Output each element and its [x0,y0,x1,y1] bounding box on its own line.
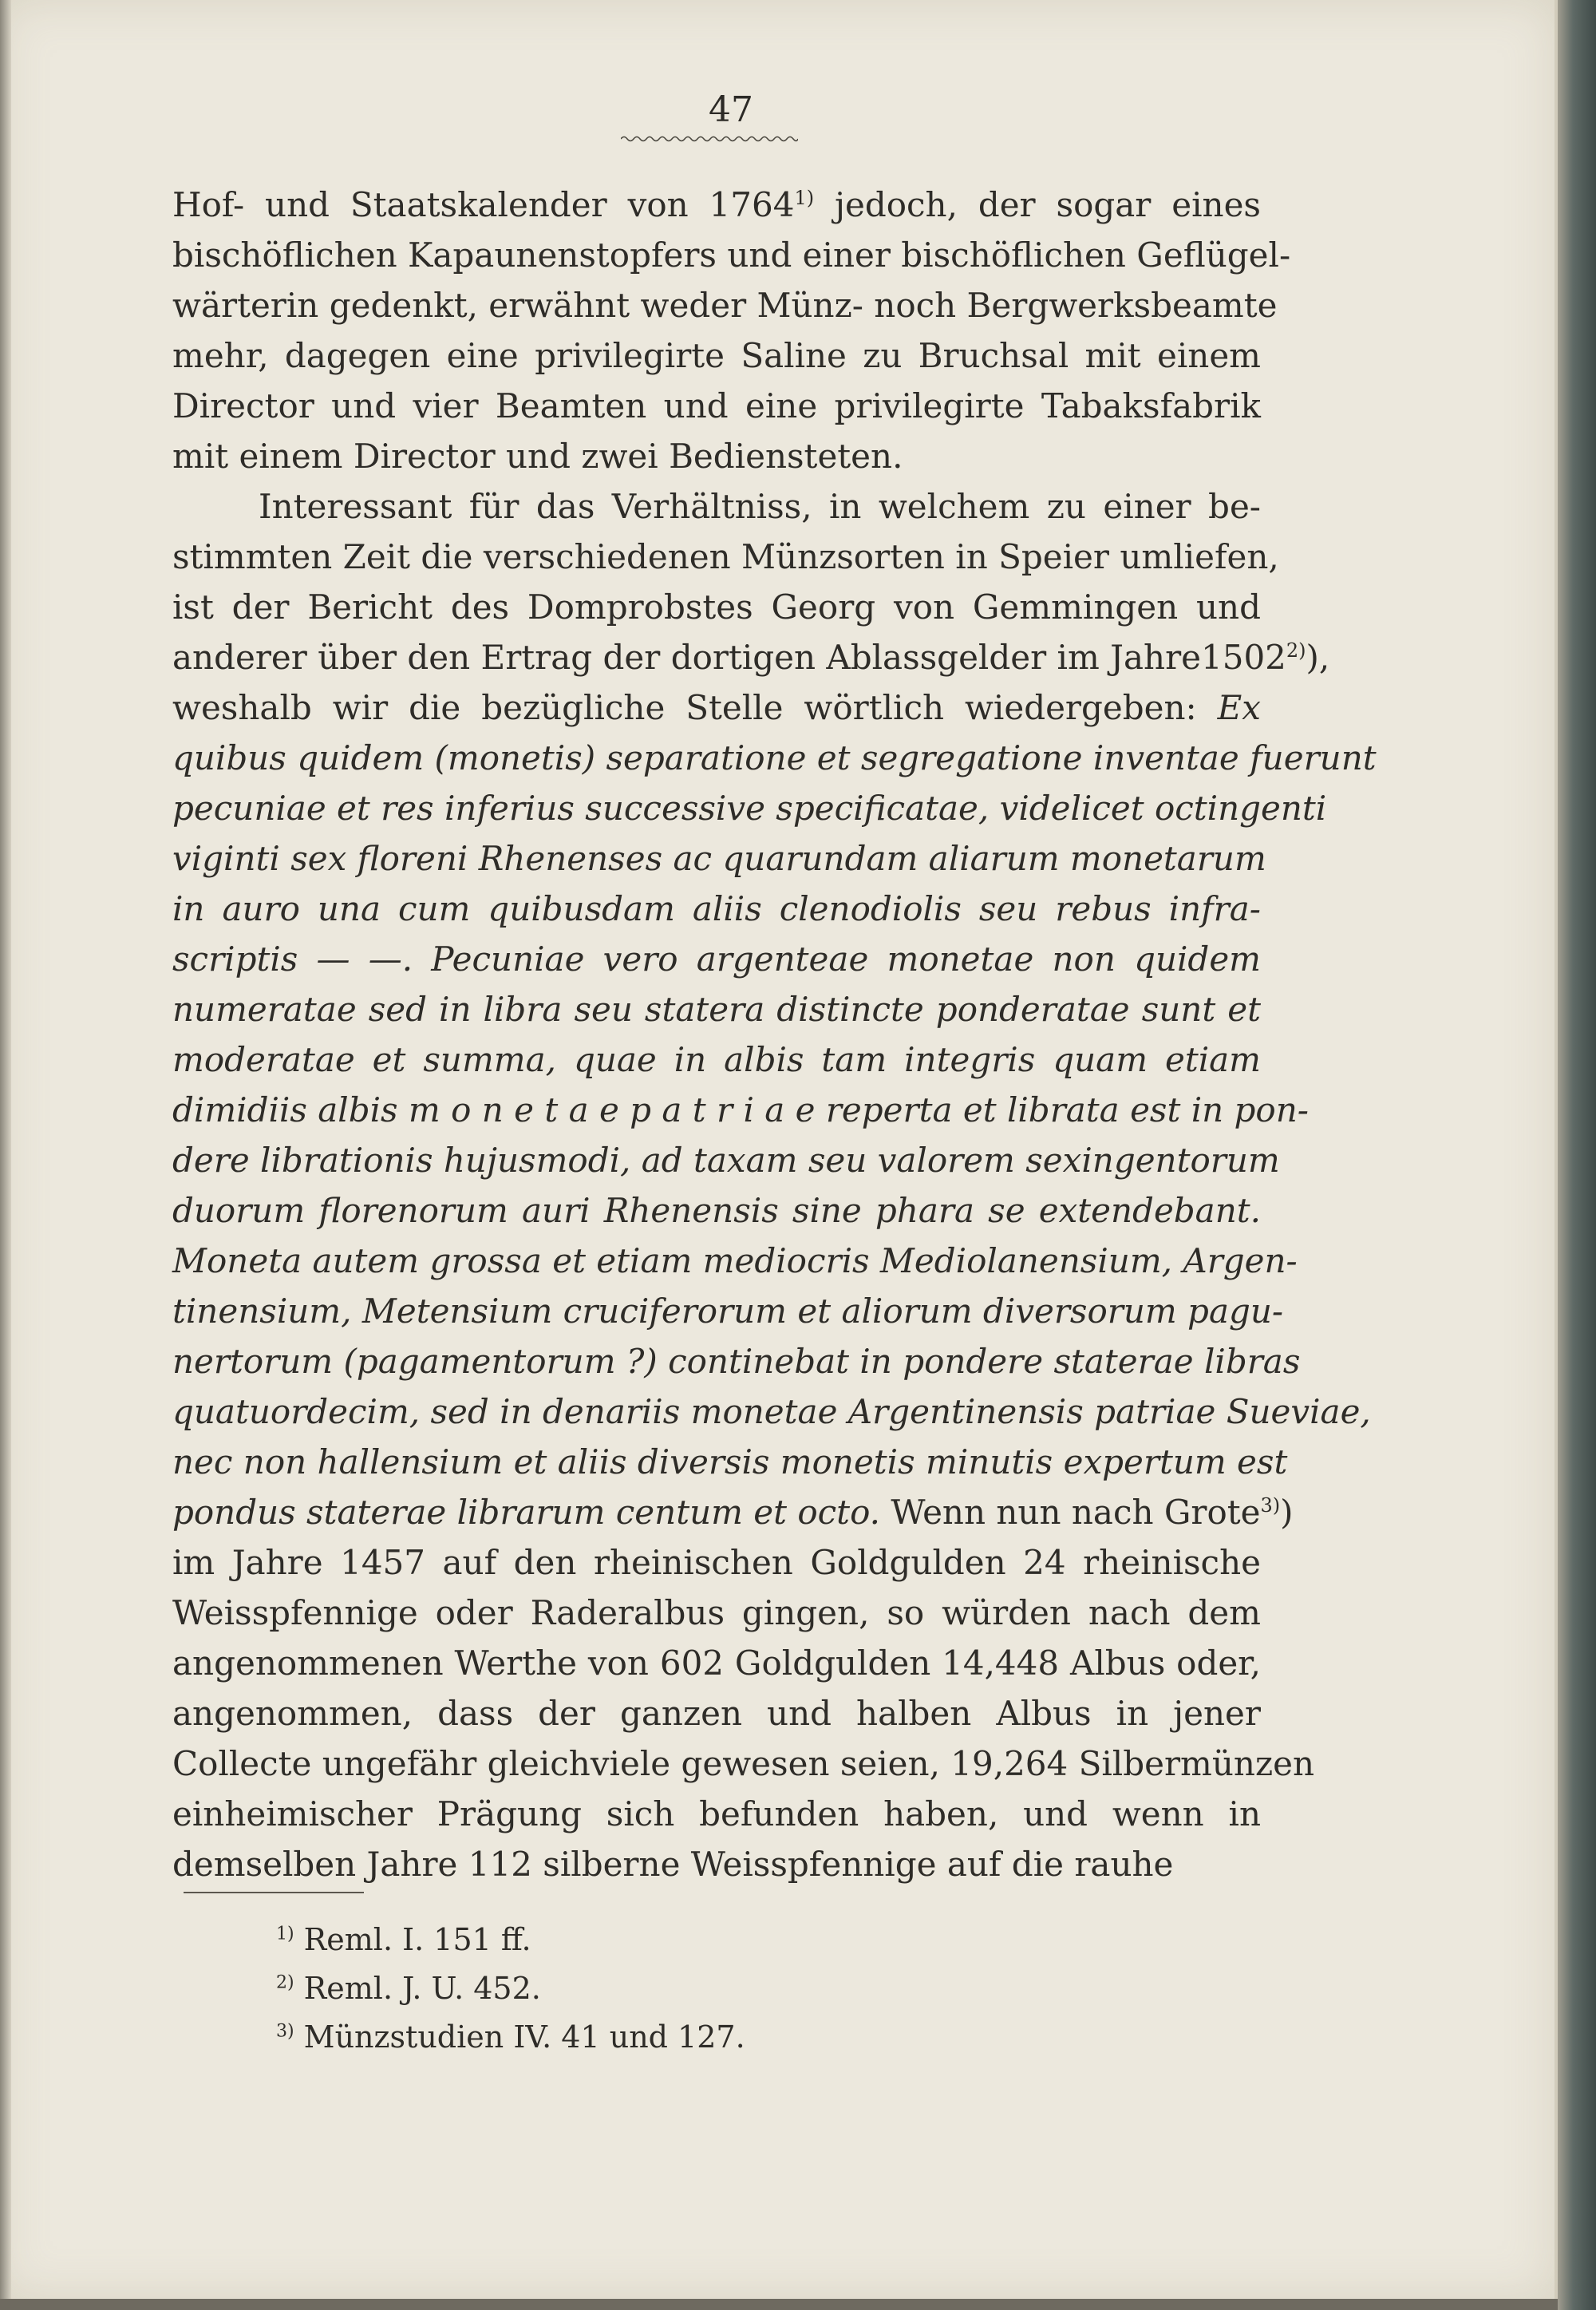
text-span: ), [1306,638,1330,677]
footnote-marker: 2) [276,1972,294,1993]
footnote-reference: 1) [794,187,815,209]
text-span: nec non hallensium et aliis diversis monetis minutis expertum est [172,1442,1288,1481]
text-line [172,1034,1261,1085]
footnote-reference: 3) [1260,1494,1281,1517]
text-span: viginti sex floreni Rhenenses ac quarundam aliarum monetarum [172,839,1266,878]
text-span: pondus staterae librarum centum et octo. [172,1493,880,1532]
text-span: im Jahre 1457 auf den rheinischen Goldgulden 24 rheinische [172,1543,1261,1582]
text-line [172,280,1278,330]
text-span: ) [1280,1493,1294,1532]
footnote [276,2013,915,2062]
text-line [172,1588,1261,1638]
footnote-reference: 2) [1286,639,1306,662]
text-line [172,532,1279,582]
text-line [172,481,1261,532]
text-line [172,1437,1288,1487]
footnote [276,1916,915,1964]
text-span: Moneta autem grossa et etiam mediocris Mediolanensium, Argen- [172,1241,1298,1280]
text-line [172,1738,1315,1789]
footnote-text: Reml. J. U. 452. [294,1971,541,2006]
text-line [172,632,1330,682]
text-line [172,934,1261,984]
footnote-text: Reml. I. 151 ff. [294,1922,531,1957]
text-line [172,1286,1284,1336]
footnote-text: Münzstudien IV. 41 und 127. [294,2019,745,2055]
page-number: 47 [709,89,753,130]
text-line [172,381,1261,431]
text-span: weshalb wir die bezügliche Stelle wörtlich wiedergeben: [172,688,1218,727]
text-line [172,1185,1261,1236]
text-line [172,1085,1309,1135]
text-line [172,1638,1261,1688]
text-span: pecuniae et res inferius successive specificatae, videlicet octingenti [172,789,1327,828]
text-line [172,682,1261,733]
page-number-ornament [621,133,798,145]
text-line [172,1386,1371,1437]
text-line [172,431,1261,481]
text-span: in auro una cum quibusdam aliis clenodiolis seu rebus infra- [172,889,1261,928]
text-span: Wenn nun nach Grote [879,1493,1261,1532]
text-span: ist der Bericht des Domprobstes Georg von Gemmingen und [172,587,1261,627]
text-span: jedoch, der sogar eines [814,185,1261,224]
text-span: bischöflichen Kapaunenstopfers und einer bischöflichen Geflügel- [172,235,1291,275]
text-line [172,984,1261,1034]
text-span: dere librationis hujusmodi, ad taxam seu valorem sexingentorum [172,1141,1280,1180]
text-line [172,180,1261,230]
text-line [172,884,1261,934]
text-span: tinensium, Metensium cruciferorum et aliorum diversorum pagu- [172,1291,1284,1331]
text-span: mit einem Director und zwei Bediensteten. [172,437,903,476]
body-text [172,180,1377,1889]
text-span: wärterin gedenkt, erwähnt weder Münz- noch Bergwerksbeamte [172,286,1278,325]
binding-shadow [0,0,11,2299]
footnote-marker: 3) [276,2021,294,2042]
text-span: Ex [1217,688,1261,727]
text-line [172,1135,1280,1185]
text-span: Weisspfennige oder Raderalbus gingen, so würden nach dem [172,1593,1261,1632]
text-line [172,783,1327,833]
text-span: duorum florenorum auri Rhenensis sine phara se extendebant. [172,1191,1261,1230]
footnotes [276,1916,915,2062]
text-line [172,833,1266,884]
footnote-marker: 1) [276,1924,294,1944]
text-line [172,1236,1298,1286]
text-span: scriptis — —. Pecuniae vero argenteae monetae non quidem [172,939,1261,979]
text-span: numeratae sed in libra seu statera distincte ponderatae sunt et [172,990,1261,1029]
text-span: quatuordecim, sed in denariis monetae Argentinensis patriae Sueviae, [172,1392,1371,1431]
text-line [172,582,1261,632]
text-line [172,330,1261,381]
text-line [172,733,1377,783]
text-span: Interessant für das Verhältniss, in welchem zu einer be- [259,487,1261,526]
text-span: Director und vier Beamten und eine privilegirte Tabaksfabrik [172,386,1261,425]
text-span: Hof- und Staatskalender von 1764 [172,185,795,224]
text-line [172,230,1291,280]
text-span: stimmten Zeit die verschiedenen Münzsorten in Speier umliefen, [172,537,1279,576]
text-span: dimidiis albis m o n e t a e p a t r i a e reperta et librata est in pon- [172,1090,1309,1129]
text-span: mehr, dagegen eine privilegirte Saline zu Bruchsal mit einem [172,336,1261,375]
text-line [172,1839,1261,1889]
text-span: angenommenen Werthe von 602 Goldgulden 14,448 Albus oder, [172,1644,1261,1683]
text-span: quibus quidem (monetis) separatione et segregatione inventae fuerunt [172,738,1377,777]
text-line [172,1336,1301,1386]
text-span: moderatae et summa, quae in albis tam integris quam etiam [172,1040,1261,1079]
text-span: einheimischer Prägung sich befunden haben, und wenn in [172,1794,1261,1833]
text-line [172,1487,1294,1537]
text-span: angenommen, dass der ganzen und halben Albus in jener [172,1694,1261,1733]
text-span: demselben Jahre 112 silberne Weisspfennige auf die rauhe [172,1845,1174,1884]
footnote [276,1964,915,2013]
text-line [172,1688,1261,1738]
footnote-rule [184,1892,364,1893]
text-span: Collecte ungefähr gleichviele gewesen seien, 19,264 Silbermünzen [172,1744,1315,1783]
text-line [172,1789,1261,1839]
book-edge [1558,0,1596,2310]
text-line [172,1537,1261,1588]
text-span: nertorum (pagamentorum ?) continebat in pondere staterae libras [172,1342,1301,1381]
text-span: anderer über den Ertrag der dortigen Ablassgelder im Jahre1502 [172,638,1286,677]
